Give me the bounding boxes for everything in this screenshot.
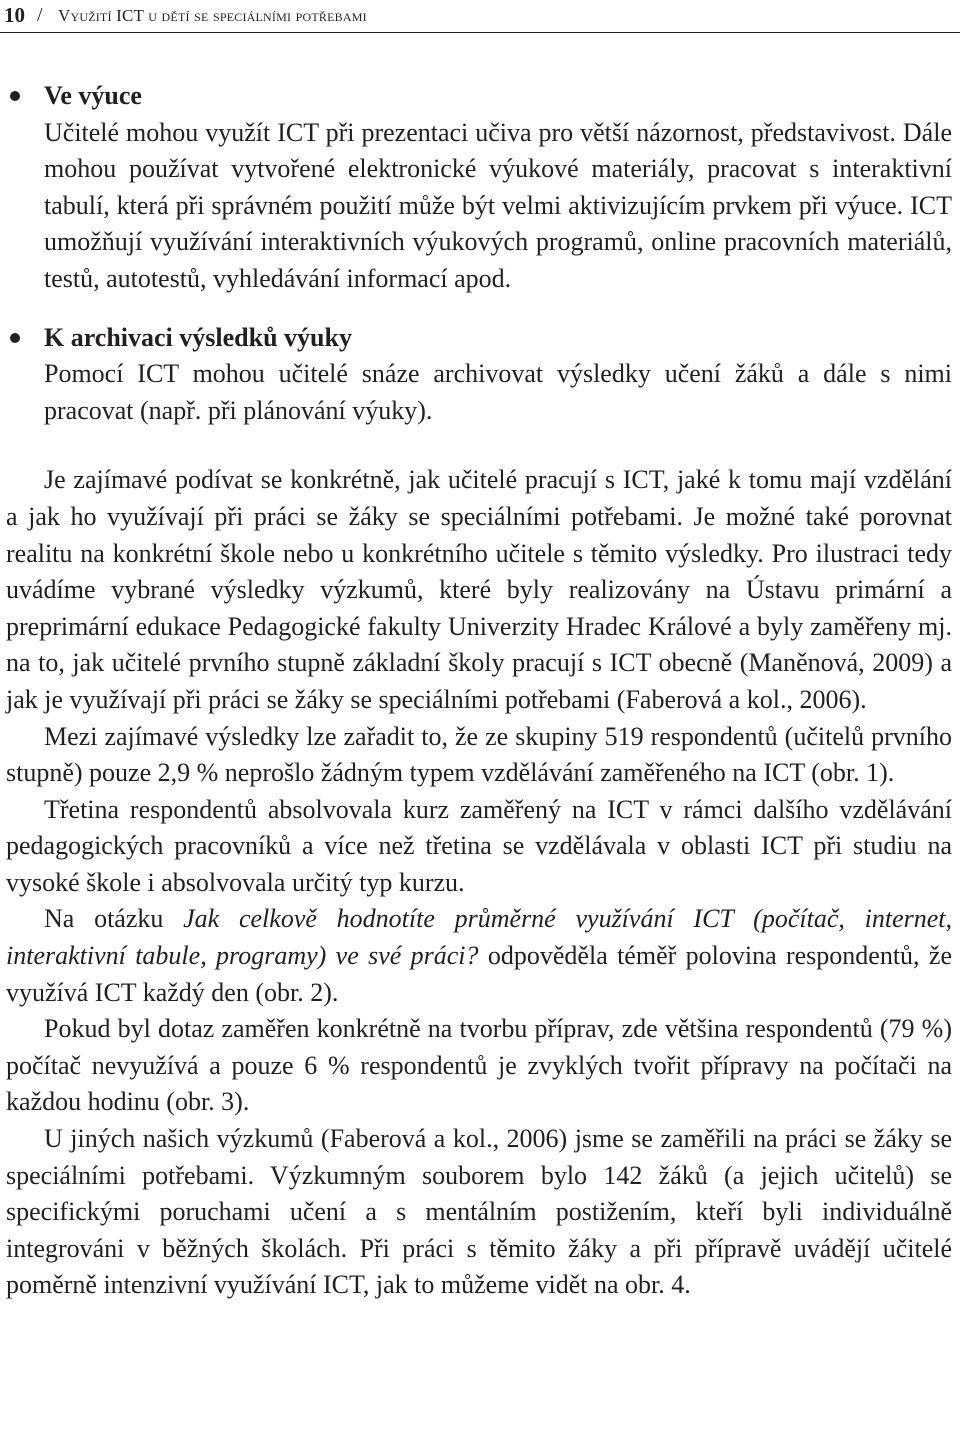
bullet-item-archiving	[6, 320, 952, 430]
header-separator: /	[37, 4, 43, 26]
running-title: Využití ICT u dětí se speciálními potřebami	[58, 6, 367, 25]
page-body	[6, 78, 952, 1304]
paragraph: Třetina respondentů absolvovala kurz zaměřený na ICT v rámci dalšího vzdělávání pedagogických pracovníků a více než třetina se vzdělávala v oblasti ICT při studiu na vysoké škole i absolvovala určitý typ kurzu.	[6, 794, 952, 897]
bullet-icon	[10, 91, 20, 101]
survey-question: Jak celkově hodnotíte průměrné využívání ICT (počítač, internet, interaktivní tabule, programy) ve své práci?	[6, 904, 952, 971]
bullet-title: K archivaci výsledků výuky	[44, 322, 352, 352]
paragraph-text: Na otázku	[44, 904, 184, 934]
bullet-title: Ve výuce	[44, 81, 142, 110]
paragraph: U jiných našich výzkumů (Faberová a kol., 2006) jsme se zaměřili na práci se žáky se speciálními potřebami. Výzkumným souborem bylo 142 žáků (a jejich učitelů) se specifickými poruchami učení a s mentálním postižením, kteří byli individuálně integrováni v běžných školách. Při práci s těmito žáky a při přípravě uvádějí učitelé poměrně intenzivní využívání ICT, jak to můžeme vidět na obr. 4.	[6, 1124, 952, 1300]
bullet-text: Pomocí ICT mohou učitelé snáze archivovat výsledky učení žáků a dále s nimi pracovat (např. při plánování výuky).	[44, 359, 952, 425]
page-header	[0, 0, 960, 33]
paragraph: Pokud byl dotaz zaměřen konkrétně na tvorbu příprav, zde většina respondentů (79 %) počítač nevyužívá a pouze 6 % respondentů je zvyklých tvořit přípravy na počítači na každou hodinu (obr. 3).	[6, 1014, 952, 1117]
paragraph	[6, 901, 952, 1011]
paragraph: Je zajímavé podívat se konkrétně, jak učitelé pracují s ICT, jaké k tomu mají vzdělání a jak ho využívají při práci se žáky se speciálními potřebami. Je možné také porovnat realitu na konkrétní škole nebo u konkrétního učitele s těmito výsledky. Pro ilustraci tedy uvádíme vybrané výsledky výzkumů, které byly realizovány na Ústavu primární a preprimární edukace Pedagogické fakulty Univerzity Hradec Králové a byly zaměřeny mj. na to, jak učitelé prvního stupně základní školy pracují s ICT obecně (Maněnová, 2009) a jak je využívají při práci se žáky se speciálními potřebami (Faberová a kol., 2006).	[6, 465, 952, 714]
bullet-icon	[10, 333, 20, 343]
bullet-item-teaching	[6, 78, 952, 298]
bullet-text: Učitelé mohou využít ICT při prezentaci učiva pro větší názornost, představivost. Dále mohou používat vytvořené elektronické výukové materiály, pracovat s interaktivní tabulí, která při správném použití může být velmi aktivizujícím prvkem při výuce. ICT umožňují využívání interaktivních výukových programů, online pracovních materiálů, testů, autotestů, vyhledávání informací apod.	[44, 117, 952, 293]
paragraph: Mezi zajímavé výsledky lze zařadit to, že ze skupiny 519 respondentů (učitelů prvního stupně) pouze 2,9 % neprošlo žádným typem vzdělávání zaměřeného na ICT (obr. 1).	[6, 721, 952, 788]
paragraph-text: odpověděla téměř polovina respondentů, že využívá ICT každý den (obr. 2).	[6, 941, 952, 1007]
page-number: 10	[4, 3, 25, 27]
